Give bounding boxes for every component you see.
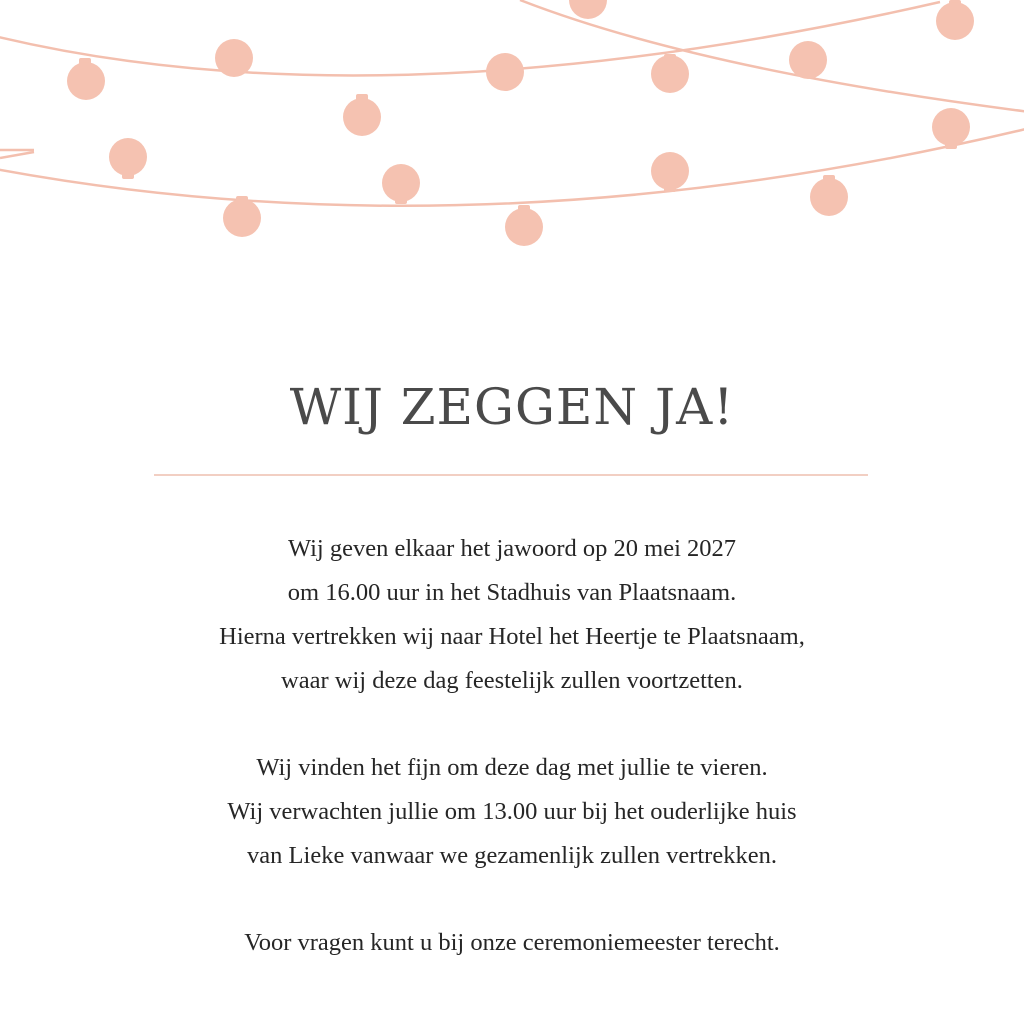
body-line: om 16.00 uur in het Stadhuis van Plaatsnaam. (287, 579, 737, 606)
bulb (109, 138, 147, 179)
bulb (486, 53, 524, 91)
bulb (569, 0, 607, 19)
bulb (382, 164, 420, 204)
body-line: Wij geven elkaar het jawoord op 20 mei 2027 (287, 535, 737, 562)
bulb (651, 152, 689, 192)
body-line: Voor vragen kunt u bij onze ceremoniemeester terecht. (244, 929, 780, 956)
title-divider (154, 474, 868, 476)
bulb (936, 0, 974, 40)
bulb (215, 39, 253, 77)
bulb (67, 58, 105, 100)
bulb (789, 41, 827, 79)
bulb (505, 205, 543, 246)
paragraph-spacer (0, 878, 1024, 921)
body-line: waar wij deze dag feestelijk zullen voortzetten. (281, 667, 743, 694)
body-line: Wij verwachten jullie om 13.00 uur bij het ouderlijke huis (227, 798, 797, 825)
string-lights-garland-icon (0, 0, 1024, 260)
invitation-title: WIJ ZEGGEN JA! (289, 378, 735, 436)
bulb (343, 94, 381, 136)
body-line: Wij vinden het fijn om deze dag met jullie te vieren. (256, 754, 768, 781)
paragraph-spacer (0, 703, 1024, 746)
invitation-body (0, 527, 1024, 965)
body-line: Hierna vertrekken wij naar Hotel het Heertje te Plaatsnaam, (219, 623, 805, 650)
body-line: van Lieke vanwaar we gezamenlijk zullen vertrekken. (247, 842, 777, 869)
bulb (810, 175, 848, 216)
bulb (651, 54, 689, 93)
